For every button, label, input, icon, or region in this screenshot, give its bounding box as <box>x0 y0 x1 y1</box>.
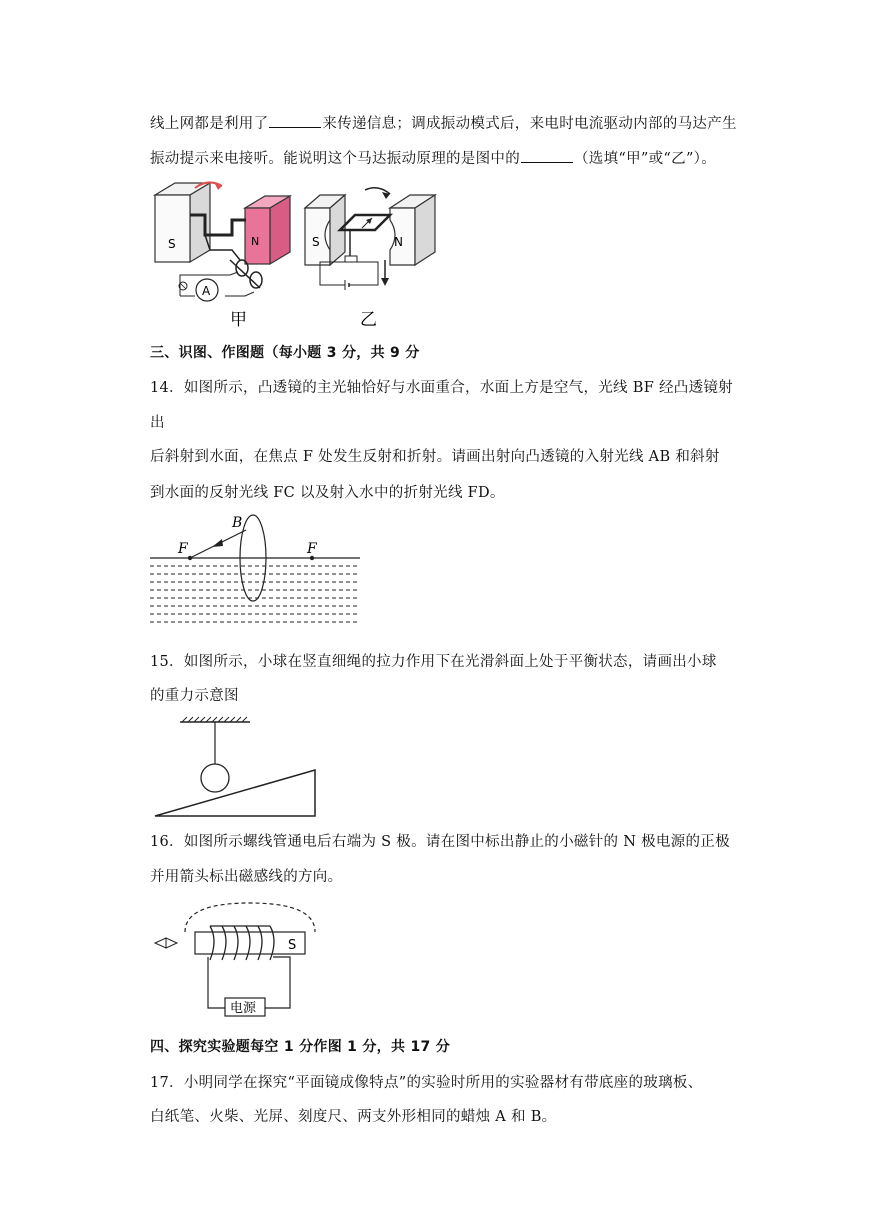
q16-line-2: 并用箭头标出磁感线的方向。 <box>150 869 343 885</box>
power-source-label: 电源 <box>230 1001 257 1016</box>
answer-blank-1[interactable] <box>269 115 321 128</box>
q17-line-1: 17．小明同学在探究“平面镜成像特点”的实验时所用的实验器材有带底座的玻璃板、 <box>150 1075 703 1091</box>
magnet-n-yi: N <box>394 235 403 249</box>
figure-lens-water <box>150 510 365 635</box>
figure-ball-incline <box>150 712 320 822</box>
magnet-s-jia: S <box>168 237 176 251</box>
ammeter-label: A <box>202 284 211 298</box>
figure-yi <box>305 188 435 330</box>
label-f-right: F <box>307 541 317 557</box>
q15-line-2: 的重力示意图 <box>150 688 239 704</box>
q16-line-1: 16．如图所示螺线管通电后右端为 S 极。请在图中标出静止的小磁针的 N 极电源的正极 <box>150 834 730 850</box>
q15-line-1: 15．如图所示，小球在竖直细绳的拉力作用下在光滑斜面上处于平衡状态，请画出小球 <box>150 654 717 670</box>
answer-blank-2[interactable] <box>521 150 573 163</box>
label-yi: 乙 <box>360 310 377 330</box>
q13-line-1: 线上网都是利用了 来传递信息；调成振动模式后，来电时电流驱动内部的马达产生 <box>150 116 737 132</box>
compass-needle-icon <box>155 938 166 948</box>
q17-line-2: 白纸笔、火柴、光屏、刻度尺、两支外形相同的蜡烛 A 和 B。 <box>150 1109 557 1125</box>
figure-motor-generator <box>150 180 450 330</box>
solenoid-s-label: S <box>288 938 297 953</box>
section-4-title: 四、探究实验题每空 1 分作图 1 分，共 17 分 <box>150 1039 451 1055</box>
q14-line-1: 14．如图所示，凸透镜的主光轴恰好与水面重合，水面上方是空气，光线 BF 经凸透镜射 <box>150 380 733 396</box>
magnet-n-jia: N <box>251 235 260 248</box>
q13-line-2: 振动提示来电接听。能说明这个马达振动原理的是图中的 （选填“甲”或“乙”）。 <box>150 151 717 167</box>
section-3-title: 三、识图、作图题（每小题 3 分，共 9 分 <box>150 345 420 361</box>
label-b: B <box>232 515 243 531</box>
figure-jia <box>155 182 290 330</box>
q14-line-3: 后斜射到水面，在焦点 F 处发生反射和折射。请画出射向凸透镜的入射光线 AB 和斜射 <box>150 449 720 465</box>
label-f-left: F <box>178 541 188 557</box>
label-jia: 甲 <box>230 310 247 330</box>
magnet-s-yi: S <box>312 235 320 249</box>
figure-solenoid <box>150 895 330 1020</box>
q14-line-2: 出 <box>150 415 165 431</box>
q14-line-4: 到水面的反射光线 FC 以及射入水中的折射光线 FD。 <box>150 485 505 501</box>
